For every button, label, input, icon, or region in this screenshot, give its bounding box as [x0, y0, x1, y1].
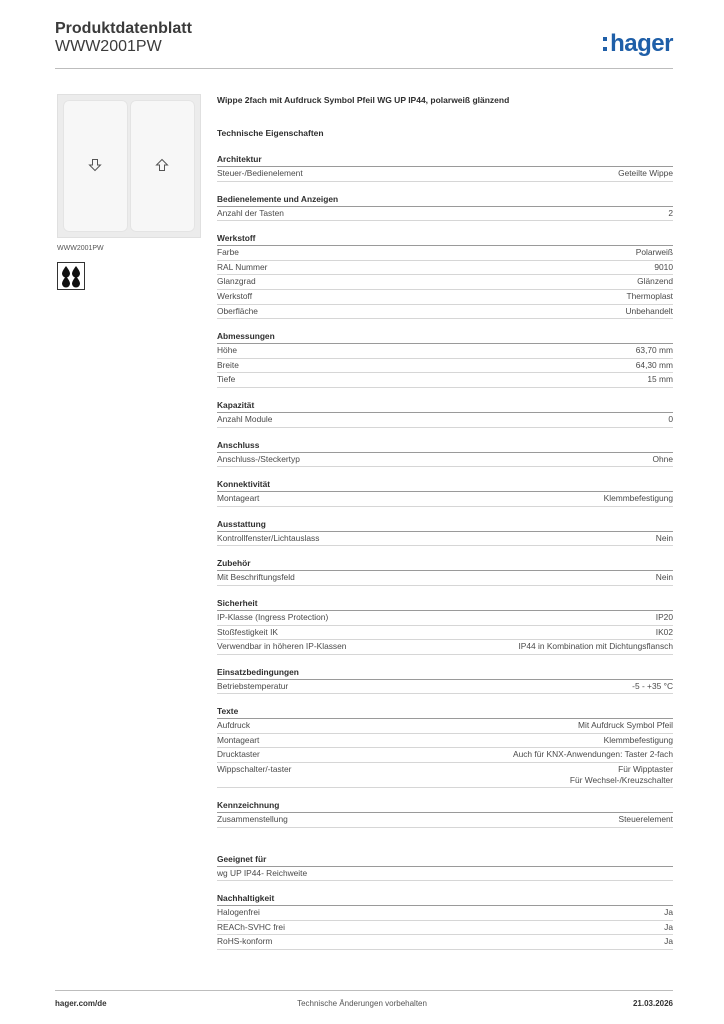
spec-row — [217, 921, 673, 936]
spec-value: IP44 in Kombination mit Dichtungsflansch — [518, 641, 673, 652]
spec-label: Anschluss-/Steckertyp — [217, 453, 300, 464]
spec-label: Werkstoff — [217, 290, 253, 301]
product-image — [57, 94, 201, 238]
spec-value: Klemmbefestigung — [603, 493, 673, 504]
spec-label: Verwendbar in höheren IP-Klassen — [217, 641, 347, 652]
section-title: Nachhaltigkeit — [217, 892, 673, 906]
spec-label: Kontrollfenster/Lichtauslass — [217, 532, 320, 543]
header-divider — [55, 68, 673, 69]
product-code: WWW2001PW — [55, 38, 162, 55]
spec-section — [217, 518, 673, 547]
spec-row — [217, 626, 673, 641]
footer-website: hager.com/de — [55, 999, 107, 1008]
spec-row — [217, 167, 673, 182]
spec-row — [217, 813, 673, 828]
spec-label: Halogenfrei — [217, 907, 260, 918]
spec-value: 2 — [668, 207, 673, 218]
spec-value: Ja — [664, 907, 673, 918]
spec-value-line: Für Wipptaster — [618, 764, 673, 775]
image-caption: WWW2001PW — [57, 245, 104, 252]
spec-value: IP20 — [655, 611, 673, 622]
spec-label: Farbe — [217, 247, 239, 258]
spec-value: Thermoplast — [626, 290, 673, 301]
spec-label: Steuer-/Bedienelement — [217, 168, 303, 178]
spec-value: Klemmbefestigung — [603, 734, 673, 745]
spec-value: IK02 — [655, 626, 673, 637]
spec-section — [217, 330, 673, 388]
spec-row — [217, 763, 673, 788]
footer-date: 21.03.2026 — [632, 999, 673, 1008]
spec-label: Anzahl Module — [217, 413, 273, 424]
spec-value: Polarweiß — [635, 247, 673, 258]
spec-label: Höhe — [217, 345, 238, 356]
spec-value: Steuerelement — [618, 814, 673, 825]
specification-area — [217, 95, 673, 950]
spec-label: wg UP IP44- Reichweite — [217, 867, 308, 878]
spec-value-line: Für Wechsel-/Kreuzschalter — [569, 775, 673, 786]
spec-section — [217, 399, 673, 428]
spec-section — [217, 892, 673, 950]
spec-row — [217, 571, 673, 586]
hager-logo: hager — [603, 30, 673, 58]
spec-section — [217, 153, 673, 182]
section-title: Einsatzbedingungen — [217, 666, 673, 680]
spec-label: Breite — [217, 359, 239, 370]
spec-label: Anzahl der Tasten — [217, 207, 284, 218]
spec-value — [570, 764, 673, 786]
spec-row — [217, 734, 673, 749]
spec-label: RAL Nummer — [217, 261, 268, 272]
spec-row — [217, 344, 673, 359]
spec-sections — [217, 153, 673, 950]
section-title: Sicherheit — [217, 597, 673, 611]
spec-value: Auch für KNX-Anwendungen: Taster 2-fach — [513, 749, 673, 760]
spec-value: Glänzend — [637, 276, 673, 287]
spec-label: Montageart — [217, 493, 260, 504]
spec-section — [217, 666, 673, 695]
section-title: Zubehör — [217, 557, 673, 571]
spec-section — [217, 557, 673, 586]
spec-label: REACh-SVHC frei — [217, 921, 285, 932]
left-rocker — [63, 100, 128, 232]
spec-label: Betriebstemperatur — [217, 680, 289, 691]
spec-value: Ja — [664, 921, 673, 932]
arrow-down-icon — [88, 158, 102, 172]
section-title: Geeignet für — [217, 853, 673, 867]
spec-row — [217, 532, 673, 547]
spec-row — [217, 290, 673, 305]
spec-label: Montageart — [217, 734, 260, 745]
spec-label: RoHS-konform — [217, 936, 273, 947]
arrow-up-icon — [155, 158, 169, 172]
spec-row — [217, 261, 673, 276]
spec-section — [217, 232, 673, 319]
spec-label: Wippschalter/-taster — [217, 764, 292, 775]
section-title: Architektur — [217, 153, 673, 167]
spec-value: 63,70 mm — [635, 345, 673, 356]
spec-value: 64,30 mm — [635, 359, 673, 370]
spec-row — [217, 492, 673, 507]
spec-label: Aufdruck — [217, 720, 251, 731]
product-description: Wippe 2fach mit Aufdruck Symbol Pfeil WG UP IP44, polarweiß glänzend — [217, 95, 510, 105]
section-title: Kapazität — [217, 399, 673, 413]
section-title: Konnektivität — [217, 478, 673, 492]
spec-label: Stoßfestigkeit IK — [217, 626, 278, 637]
section-title: Bedienelemente und Anzeigen — [217, 193, 673, 207]
spec-row — [217, 453, 673, 468]
spec-row — [217, 373, 673, 388]
document-title: Produktdatenblatt — [55, 20, 192, 37]
spec-label: Mit Beschriftungsfeld — [217, 572, 295, 583]
spec-value: Ohne — [652, 453, 673, 464]
spec-value: Nein — [655, 572, 673, 583]
spec-value: 15 mm — [647, 374, 673, 385]
spec-value: 9010 — [654, 261, 673, 272]
right-rocker — [130, 100, 195, 232]
spec-row — [217, 719, 673, 734]
spec-section — [217, 478, 673, 507]
spec-row — [217, 305, 673, 320]
spec-section — [217, 853, 673, 882]
spec-row — [217, 935, 673, 950]
spec-row — [217, 680, 673, 695]
logo-dots-icon — [603, 37, 607, 51]
spec-row — [217, 359, 673, 374]
spec-value: Unbehandelt — [625, 305, 673, 316]
section-title: Texte — [217, 705, 673, 719]
tech-properties-heading: Technische Eigenschaften — [217, 128, 324, 138]
spec-value: 0 — [668, 413, 673, 424]
spec-value: Nein — [655, 532, 673, 543]
section-title: Anschluss — [217, 439, 673, 453]
section-title: Abmessungen — [217, 330, 673, 344]
spec-label: IP-Klasse (Ingress Protection) — [217, 611, 329, 622]
spec-row — [217, 611, 673, 626]
spec-row — [217, 246, 673, 261]
spec-section — [217, 705, 673, 788]
spec-value: Geteilte Wippe — [618, 168, 673, 178]
water-drops-icon — [57, 262, 85, 290]
spec-value: Ja — [664, 936, 673, 947]
spec-label: Oberfläche — [217, 305, 258, 316]
spec-section — [217, 597, 673, 655]
spec-label: Glanzgrad — [217, 276, 256, 287]
section-title: Kennzeichnung — [217, 799, 673, 813]
footer-disclaimer: Technische Änderungen vorbehalten — [297, 999, 427, 1008]
spec-row — [217, 640, 673, 655]
spec-section — [217, 439, 673, 468]
spec-row — [217, 413, 673, 428]
spec-value: Mit Aufdruck Symbol Pfeil — [578, 720, 673, 731]
spec-row — [217, 748, 673, 763]
spec-row — [217, 275, 673, 290]
spec-label: Tiefe — [217, 374, 236, 385]
spec-label: Zusammenstellung — [217, 814, 288, 825]
section-title: Ausstattung — [217, 518, 673, 532]
spec-row — [217, 207, 673, 222]
spec-section — [217, 799, 673, 828]
spec-label: Drucktaster — [217, 749, 260, 760]
footer-divider — [55, 990, 673, 991]
spec-section — [217, 193, 673, 222]
spec-row — [217, 867, 673, 882]
spec-value: -5 - +35 °C — [632, 680, 673, 691]
spec-row — [217, 906, 673, 921]
section-title: Werkstoff — [217, 232, 673, 246]
